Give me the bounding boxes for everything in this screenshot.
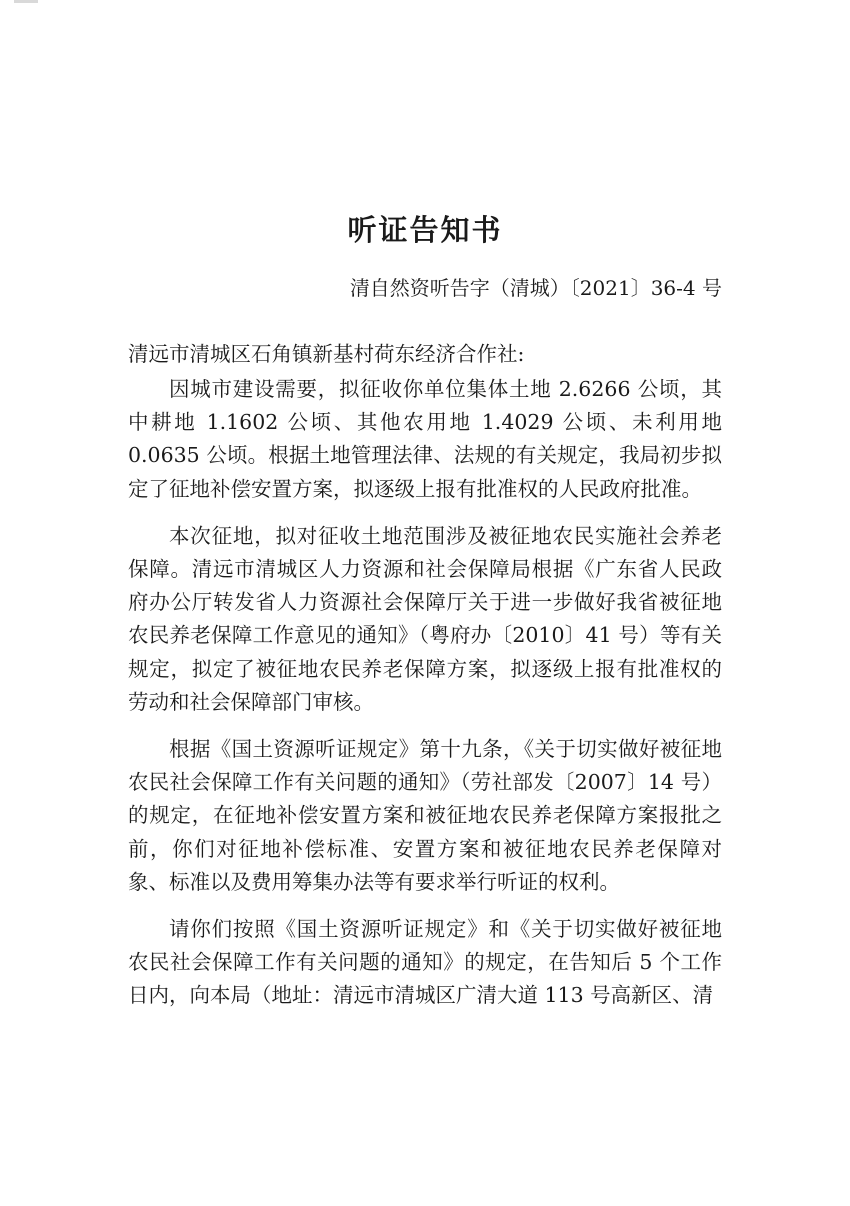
body-paragraph: 本次征地，拟对征收土地范围涉及被征地农民实施社会养老保障。清远市清城区人力资源和社会保障局根据《广东省人民政府办公厅转发省人力资源社会保障厅关于进一步做好我省被征地农民养老保障工作意见的通知》（粤府办〔2010〕41 号）等有关规定，拟定了被征地农民养老保障方案，拟逐级上报有批准权的劳动和社会保障部门审核。 [128,523,722,714]
document-number: 清自然资听告字（清城）〔2021〕36-4 号 [349,276,722,300]
body-paragraph: 根据《国土资源听证规定》第十九条，《关于切实做好被征地农民社会保障工作有关问题的通知》（劳社部发〔2007〕14 号）的规定，在征地补偿安置方案和被征地农民养老保障方案报批之前，你们对征地补偿标准、安置方案和被征地农民养老保障对象、标准以及费用筹集办法等有要求举行听证的权利。 [128,737,722,894]
body-paragraph: 因城市建设需要，拟征收你单位集体土地 2.6266 公顷，其中耕地 1.1602 公顷、其他农用地 1.4029 公顷、未利用地 0.0635 公顷。根据土地管理法律、法规的有关规定，我局初步拟定了征地补偿安置方案，拟逐级上报有批准权的人民政府批准。 [128,377,722,501]
recipient-line: 清远市清城区石角镇新基村荷东经济合作社: [128,342,525,366]
document-title: 听证告知书 [347,213,503,247]
body-paragraph: 请你们按照《国土资源听证规定》和《关于切实做好被征地农民社会保障工作有关问题的通知》的规定，在告知后 5 个工作日内，向本局（地址：清远市清城区广清大道 113 号高新区、清 [128,917,722,1008]
scan-mark [14,0,38,3]
document-body [128,373,722,1013]
